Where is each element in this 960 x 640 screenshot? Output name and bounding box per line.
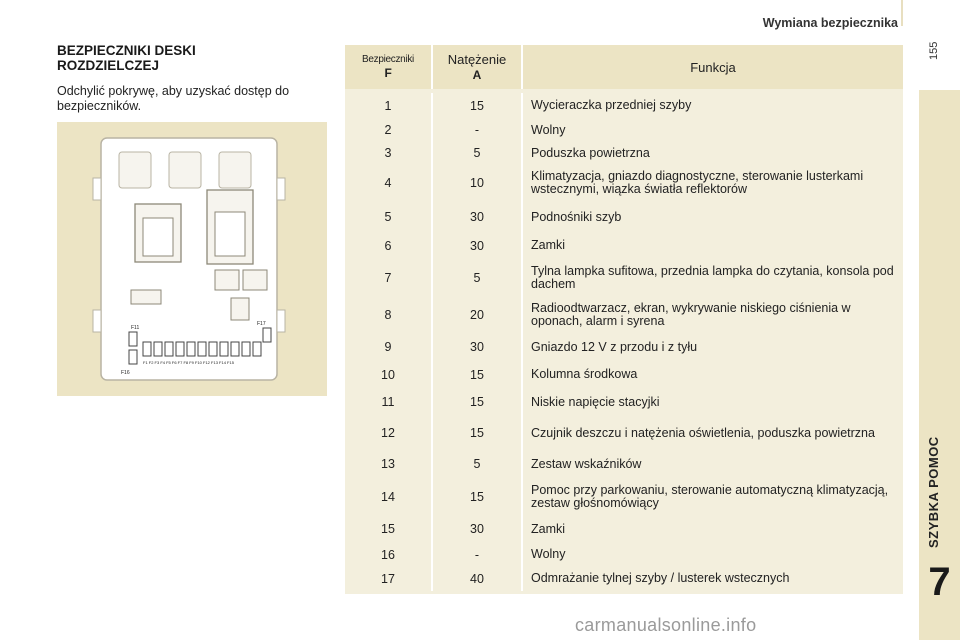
fuse-function: Zamki — [522, 232, 903, 259]
section-title-line1: BEZPIECZNIKI DESKI — [57, 43, 196, 58]
connector-top-2 — [169, 152, 201, 188]
fuse-number: 14 — [345, 478, 432, 516]
fuse-number: 3 — [345, 142, 432, 164]
table-row — [345, 361, 903, 388]
intro-text: Odchylić pokrywę, aby uzyskać dostęp do bezpieczników. — [57, 84, 290, 113]
fuse-f11 — [129, 332, 137, 346]
fuse-number: 5 — [345, 202, 432, 232]
label-f11: F11 — [131, 325, 140, 331]
fuse-current: 5 — [432, 142, 522, 164]
table-row — [345, 118, 903, 142]
fuse-number: 17 — [345, 567, 432, 592]
fuse-current: 30 — [432, 333, 522, 361]
page-header-title: Wymiana bezpiecznika — [762, 16, 898, 30]
table-row — [345, 567, 903, 592]
fuse-box-diagram — [57, 122, 327, 396]
page-number: 155 — [928, 41, 940, 60]
table-row — [345, 296, 903, 333]
table-row — [345, 416, 903, 450]
chapter-number: 7 — [928, 560, 951, 604]
left-clip-lower — [93, 310, 101, 332]
section-title — [57, 43, 317, 73]
fuse-function: Poduszka powietrzna — [522, 142, 903, 164]
fuse-function: Wolny — [522, 542, 903, 567]
table-row — [345, 202, 903, 232]
right-clip-lower — [277, 310, 285, 332]
watermark-text: carmanualsonline.info — [575, 615, 757, 635]
fuse-function: Klimatyzacja, gniazdo diagnostyczne, sterowanie lusterkami wstecznymi, wiązka światła reflektorów — [522, 164, 903, 202]
table-row — [345, 142, 903, 164]
fuse — [154, 342, 162, 356]
fuse-number: 12 — [345, 416, 432, 450]
fuse-function: Odmrażanie tylnej szyby / lusterek wstecznych — [522, 567, 903, 592]
fuse-number: 15 — [345, 516, 432, 542]
relay-left-inner — [143, 218, 173, 256]
table-row — [345, 91, 903, 118]
fuse-current: 10 — [432, 164, 522, 202]
fuse-number: 1 — [345, 91, 432, 118]
table-row — [345, 542, 903, 567]
connector-grid-1 — [215, 270, 239, 290]
fuse-number: 16 — [345, 542, 432, 567]
fuse-function: Zestaw wskaźników — [522, 450, 903, 478]
fuse-number: 11 — [345, 388, 432, 416]
fuse-current: 20 — [432, 296, 522, 333]
fuse-number: 4 — [345, 164, 432, 202]
fuse — [176, 342, 184, 356]
header-current-unit: A — [472, 68, 482, 82]
fuse-function: Czujnik deszczu i natężenia oświetlenia, poduszka powietrzna — [522, 416, 903, 450]
fuse-function: Kolumna środkowa — [522, 361, 903, 388]
label-f16: F16 — [121, 370, 130, 376]
fuse-table-container — [345, 45, 903, 594]
fuse — [165, 342, 173, 356]
fuse-function: Zamki — [522, 516, 903, 542]
fuse-f16 — [129, 350, 137, 364]
left-clip — [93, 178, 101, 200]
connector-mid-small — [231, 298, 249, 320]
fuse-function: Tylna lampka sufitowa, przednia lampka do czytania, konsola pod dachem — [522, 259, 903, 296]
fuse-box-figure — [57, 122, 327, 396]
fuse-current: 30 — [432, 232, 522, 259]
connector-top-1 — [119, 152, 151, 188]
table-row — [345, 259, 903, 296]
fuse — [253, 342, 261, 356]
table-row — [345, 232, 903, 259]
fuse-current: 40 — [432, 567, 522, 592]
table-header-row — [345, 45, 903, 91]
fuse-number: 8 — [345, 296, 432, 333]
table-row — [345, 450, 903, 478]
fuse-current: 30 — [432, 516, 522, 542]
table-row — [345, 164, 903, 202]
fuse-function: Radioodtwarzacz, ekran, wykrywanie niskiego ciśnienia w oponach, alarm i syrena — [522, 296, 903, 333]
fuse-number: 9 — [345, 333, 432, 361]
fuse — [187, 342, 195, 356]
table-row — [345, 516, 903, 542]
connector-top-3 — [219, 152, 251, 188]
fuse — [242, 342, 250, 356]
label-f17: F17 — [257, 321, 266, 327]
fuse — [220, 342, 228, 356]
fuse-f17 — [263, 328, 271, 342]
fuse-current: 15 — [432, 416, 522, 450]
fuse-number: 2 — [345, 118, 432, 142]
header-fuse-label: Bezpieczniki — [362, 54, 414, 65]
header-fuse — [345, 45, 432, 91]
fuse-table — [345, 45, 903, 594]
table-row — [345, 388, 903, 416]
header-fuse-unit: F — [384, 66, 392, 80]
header-rule — [901, 0, 903, 26]
fuse-function: Podnośniki szyb — [522, 202, 903, 232]
fuse-current: 30 — [432, 202, 522, 232]
fuse-current: 15 — [432, 361, 522, 388]
table-row — [345, 333, 903, 361]
fuse-number: 7 — [345, 259, 432, 296]
header-current-label: Natężenie — [447, 52, 507, 67]
header-current — [432, 45, 522, 91]
fuse-function: Wolny — [522, 118, 903, 142]
fuse — [143, 342, 151, 356]
fuse-row-labels: F1 F2 F3 F4 F5 F6 F7 F8 F9 F10 F12 F13 F14 F15 — [143, 360, 234, 365]
chapter-label: SZYBKA POMOC — [926, 436, 941, 548]
fuse-current: - — [432, 542, 522, 567]
right-clip — [277, 178, 285, 200]
fuse-number: 6 — [345, 232, 432, 259]
table-row — [345, 478, 903, 516]
fuse — [231, 342, 239, 356]
fuse-current: - — [432, 118, 522, 142]
connector-grid-2 — [243, 270, 267, 290]
connector-left-small — [131, 290, 161, 304]
relay-right-inner — [215, 212, 245, 256]
fuse-function: Wycieraczka przedniej szyby — [522, 91, 903, 118]
header-function: Funkcja — [522, 45, 903, 91]
fuse-function: Niskie napięcie stacyjki — [522, 388, 903, 416]
fuse-current: 15 — [432, 388, 522, 416]
chapter-side-strip — [919, 90, 960, 640]
fuse-function: Gniazdo 12 V z przodu i z tyłu — [522, 333, 903, 361]
fuse-current: 15 — [432, 478, 522, 516]
fuse-function: Pomoc przy parkowaniu, sterowanie automatyczną klimatyzacją, zestaw głośnomówiący — [522, 478, 903, 516]
fuse-number: 10 — [345, 361, 432, 388]
section-title-line2: ROZDZIELCZEJ — [57, 58, 160, 73]
fuse — [209, 342, 217, 356]
fuse-number: 13 — [345, 450, 432, 478]
fuse-current: 5 — [432, 259, 522, 296]
fuse — [198, 342, 206, 356]
fuse-current: 15 — [432, 91, 522, 118]
fuse-current: 5 — [432, 450, 522, 478]
